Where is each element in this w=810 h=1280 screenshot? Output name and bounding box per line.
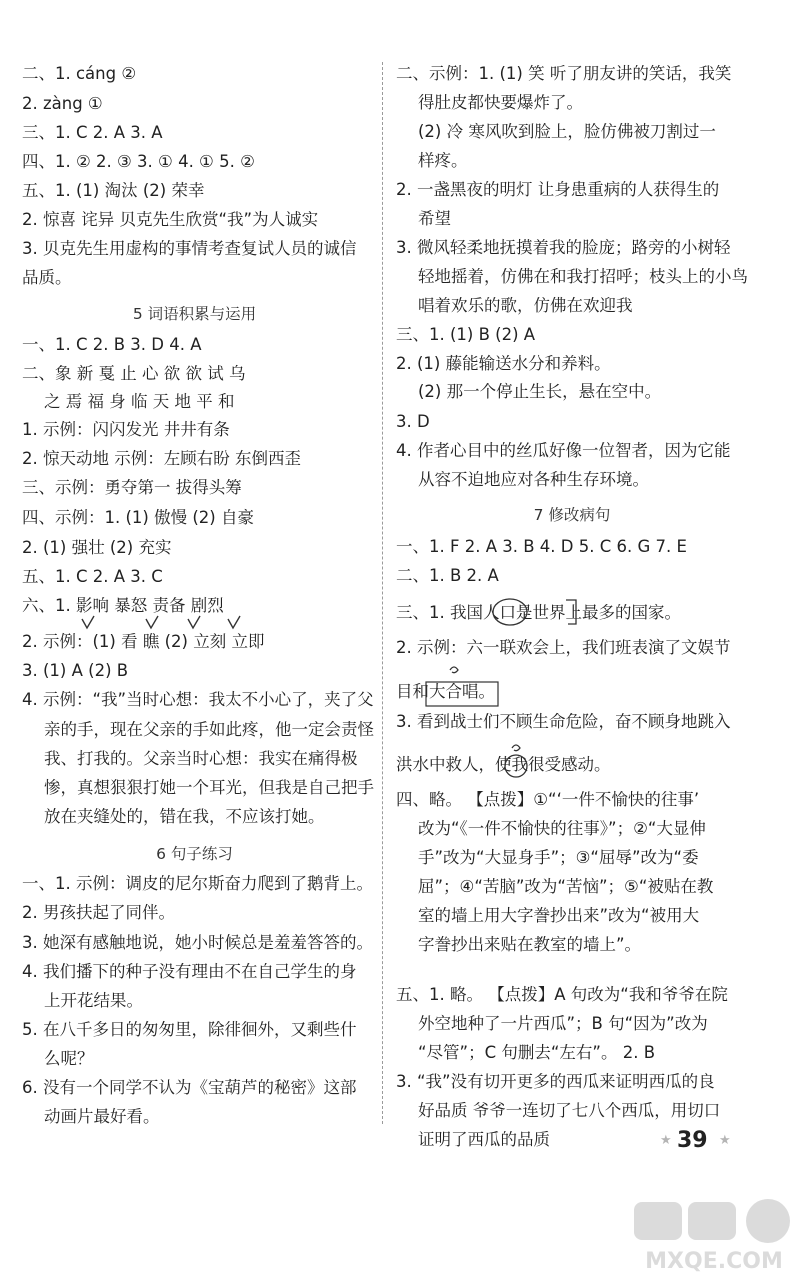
answer-line: 2. (1) 强壮 (2) 充实	[22, 538, 172, 557]
answer-line: 3. 微风轻柔地抚摸着我的脸庞；路旁的小树轻	[396, 238, 731, 257]
section-title: 5 词语积累与运用	[132, 305, 257, 323]
answer-line: “尽管”；C 句删去“左右”。 2. B	[418, 1043, 656, 1062]
answer-line: 3. 看到战士们不顾生命危险，奋不顾身地跳入	[396, 712, 731, 731]
answer-line: 目和大合唱。	[396, 682, 495, 701]
answer-line: 三、1. 我国人口是世界上最多的国家。	[396, 603, 681, 622]
answer-line: 五、1. (1) 淘汰 (2) 荣幸	[22, 181, 205, 200]
section-title: 7 修改病句	[533, 506, 611, 524]
page-number: 39	[677, 1128, 708, 1153]
answer-line: 三、示例：勇夺第一 拔得头筹	[22, 478, 242, 497]
answer-line: 之 焉 福 身 临 天 地 平 和	[44, 392, 235, 411]
answer-line: 好品质 爷爷一连切了七八个西瓜，用切口	[418, 1101, 721, 1120]
answer-line: 上开花结果。	[44, 991, 143, 1010]
answer-line: 一、1. 示例：调皮的尼尔斯奋力爬到了鹅背上。	[22, 874, 373, 893]
answer-line: 4. 我们播下的种子没有理由不在自己学生的身	[22, 962, 357, 981]
answer-line: 2. 惊喜 诧异 贝克先生欣赏“我”为人诚实	[22, 210, 319, 229]
section-title: 6 句子练习	[156, 845, 233, 863]
watermark-logo	[628, 1198, 800, 1274]
column-divider	[382, 62, 383, 1124]
answer-line: 洪水中救人，使我很受感动。	[396, 755, 611, 774]
checkmark-icons	[74, 615, 254, 633]
answer-line: 五、1. C 2. A 3. C	[22, 567, 163, 586]
answer-line: 3. D	[396, 412, 430, 431]
answer-line: 我、打我的。父亲当时心想：我实在痛得极	[44, 749, 358, 768]
answer-line: 三、1. C 2. A 3. A	[22, 123, 163, 142]
answer-line: 从容不迫地应对各种生存环境。	[418, 470, 649, 489]
answer-line: 屈”；④“苦脑”改为“苦恼”；⑤“被贴在教	[418, 877, 714, 896]
star-icon: ★	[660, 1133, 672, 1148]
answer-line: 2. 一盏黑夜的明灯 让身患重病的人获得生的	[396, 180, 720, 199]
answer-line: 手”改为“大显身手”；③“屈辱”改为“委	[418, 848, 699, 867]
answer-line: 一、1. F 2. A 3. B 4. D 5. C 6. G 7. E	[396, 537, 687, 556]
answer-line: 1. 示例：闪闪发光 井井有条	[22, 420, 230, 439]
answer-line: 3. “我”没有切开更多的西瓜来证明西瓜的良	[396, 1072, 715, 1091]
star-icon: ★	[719, 1133, 731, 1148]
answer-line: 品质。	[22, 268, 72, 287]
watermark-site: MXQE.COM	[645, 1249, 783, 1274]
answer-line: 2. zàng ①	[22, 94, 103, 113]
answer-line: 得肚皮都快要爆炸了。	[418, 93, 583, 112]
correction-marks	[476, 594, 616, 630]
answer-line: 4. 作者心目中的丝瓜好像一位智者，因为它能	[396, 441, 731, 460]
answer-line: 动画片最好看。	[44, 1107, 160, 1126]
answer-line: 四、1. ② 2. ③ 3. ① 4. ① 5. ②	[22, 152, 255, 171]
answer-line: 3. 她深有感触地说，她小时候总是羞羞答答的。	[22, 933, 373, 952]
answer-line: 二、1. cáng ②	[22, 64, 137, 83]
insertion-mark	[424, 664, 504, 712]
answer-line: 样疼。	[418, 151, 468, 170]
answer-line: 4. 示例：“我”当时心想：我太不小心了，夹了父	[22, 690, 374, 709]
answer-line: 轻地摇着，仿佛在和我打招呼；枝头上的小鸟	[418, 267, 748, 286]
answer-line: 5. 在八千多日的匆匆里，除徘徊外，又剩些什	[22, 1020, 357, 1039]
answer-line: 室的墙上用大字誊抄出来”改为“被用大	[418, 906, 700, 925]
answer-line: 2. (1) 藤能输送水分和养料。	[396, 354, 611, 373]
answer-line: 三、1. (1) B (2) A	[396, 325, 536, 344]
answer-line: 一、1. C 2. B 3. D 4. A	[22, 335, 202, 354]
answer-line: 四、示例：1. (1) 傲慢 (2) 自豪	[22, 508, 254, 527]
correction-circle	[496, 740, 536, 780]
answer-line: 3. 贝克先生用虚构的事情考查复试人员的诚信	[22, 239, 357, 258]
answer-line: 3. (1) A (2) B	[22, 661, 129, 680]
answer-line: 五、1. 略。 【点拨】A 句改为“我和爷爷在院	[396, 985, 728, 1004]
answer-line: 2. 惊天动地 示例：左顾右盼 东倒西歪	[22, 449, 301, 468]
answer-line: 改为“《一件不愉快的往事》”；②“大显伸	[418, 819, 706, 838]
answer-line: (2) 冷 寒风吹到脸上，脸仿佛被刀割过一	[418, 122, 716, 141]
answer-line: 亲的手，现在父亲的手如此疼，他一定会责怪	[44, 720, 374, 739]
answer-line: 惨，真想狠狠打她一个耳光，但我是自己把手	[44, 778, 374, 797]
answer-line: 二、象 新 戛 止 心 欲 欲 试 乌	[22, 364, 246, 383]
answer-line: 希望	[418, 209, 451, 228]
answer-line: 证明了西瓜的品质	[418, 1130, 550, 1149]
answer-line: 2. 男孩扶起了同伴。	[22, 903, 175, 922]
answer-line: 外空地种了一片西瓜”；B 句“因为”改为	[418, 1014, 708, 1033]
answer-line: 字誊抄出来贴在教室的墙上”。	[418, 935, 642, 954]
answer-line: 2. 示例：(1) 看 瞧 (2) 立刻 立即	[22, 632, 265, 651]
answer-line: 放在夹缝处的，错在我，不应该打她。	[44, 807, 325, 826]
answer-line: 2. 示例：六一联欢会上，我们班表演了文娱节	[396, 638, 731, 657]
answer-line: 六、1. 影响 暴怒 责备 剧烈	[22, 596, 224, 615]
answer-line: 四、略。 【点拨】①“‘一件不愉快的往事’	[396, 790, 700, 809]
answer-line: 么呢？	[44, 1049, 94, 1068]
answer-line: 二、1. B 2. A	[396, 566, 499, 585]
answer-line: (2) 那一个停止生长，悬在空中。	[418, 382, 662, 401]
answer-line: 唱着欢乐的歌，仿佛在欢迎我	[418, 296, 633, 315]
answer-line: 二、示例：1. (1) 笑 听了朋友讲的笑话，我笑	[396, 64, 732, 83]
answer-line: 6. 没有一个同学不认为《宝葫芦的秘密》这部	[22, 1078, 357, 1097]
